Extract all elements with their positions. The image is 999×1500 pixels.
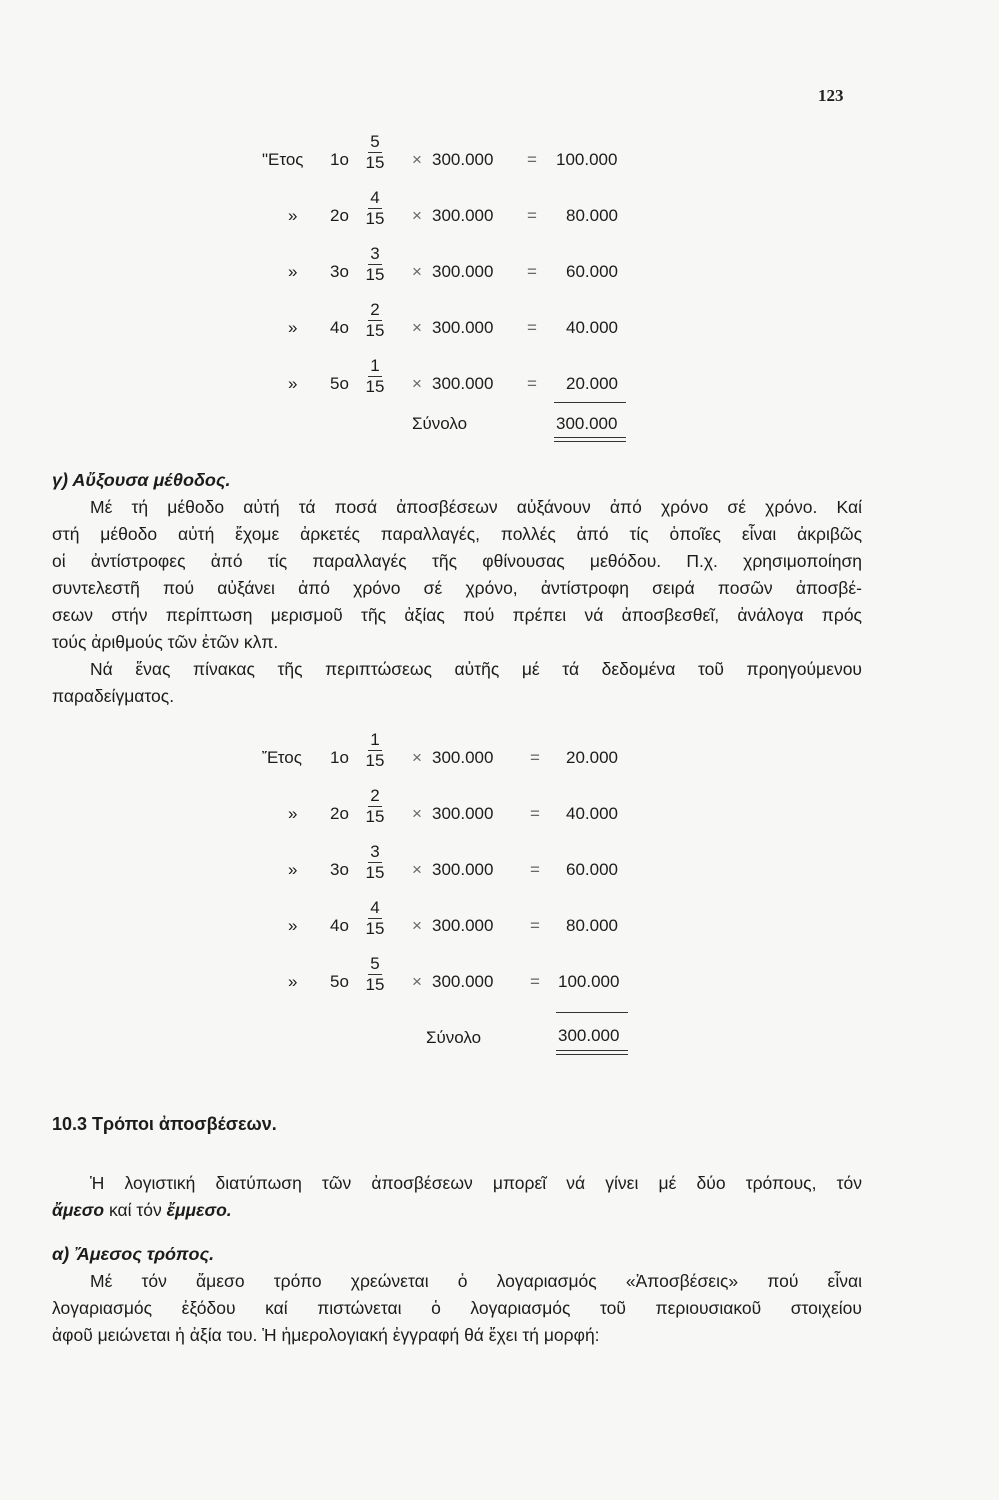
fraction-denominator: 15 [365,975,385,994]
table-row [0,132,999,204]
base-amount: 300.000 [432,804,494,823]
fraction-denominator: 15 [365,807,385,826]
ditto-mark: » [288,262,298,281]
fraction-numerator: 4 [370,188,380,207]
section-heading-increasing-method: γ) Αὔξουσα μέθοδος. [52,470,231,490]
term-direct: ἄμεσο [52,1200,105,1220]
fraction-denominator: 15 [365,153,385,172]
fraction-denominator: 15 [365,377,385,396]
equals-sign: = [527,262,537,281]
equals-sign: = [530,860,540,879]
times-sign: × [412,916,422,935]
times-sign: × [412,860,422,879]
fraction-numerator: 2 [370,300,380,319]
result-amount: 60.000 [566,860,618,879]
fraction [360,188,390,229]
text-line: σεων στήν περίπτωση μερισμοῦ τῆς ἀξίας πού πρέπει νά ἀποσβεσθεῖ, ἀνάλογα πρός [52,605,862,625]
paragraph-depreciation-ways [52,1170,862,1224]
total-value: 300.000 [556,414,618,433]
times-sign: × [412,972,422,991]
ditto-mark: » [288,916,298,935]
times-sign: × [412,206,422,225]
fraction-numerator: 1 [370,356,380,375]
result-amount: 20.000 [566,748,618,767]
total-label: Σύνολο [426,1028,482,1047]
text-line: Μέ τή μέθοδο αὐτή τά ποσά ἀποσβέσεων αὐξάνουν ἀπό χρόνο σέ χρόνο. Καί [90,497,862,517]
equals-sign: = [527,206,537,225]
total-double-rule [554,437,626,442]
fraction-denominator: 15 [365,265,385,284]
total-value: 300.000 [558,1026,620,1045]
term-indirect: ἔμμεσο. [166,1200,232,1220]
ditto-mark: » [288,206,298,225]
text-line: συντελεστῆ πού αὐξάνει ἀπό χρόνο σέ χρόνο, ἀντίστροφη σειρά ποσῶν ἀποσβέ- [52,578,862,598]
fraction-denominator: 15 [365,209,385,228]
ditto-mark: » [288,374,298,393]
fraction [360,786,390,827]
fraction [360,132,390,173]
text-line: ἀφοῦ μειώνεται ἡ ἀξία του. Ἡ ἡμερολογιακή ἐγγραφή θά ἔχει τή μορφή: [52,1325,600,1345]
equals-sign: = [530,748,540,767]
fraction-denominator: 15 [365,751,385,770]
fraction [360,244,390,285]
paragraph-increasing-method [52,494,862,710]
text-line: λογαριασμός ἐξόδου καί πιστώνεται ὁ λογαριασμός τοῦ περιουσιακοῦ στοιχείου [52,1298,862,1318]
fraction [360,730,390,771]
year-ordinal: 2ο [330,804,349,823]
paragraph-direct-method [52,1268,862,1349]
equals-sign: = [530,804,540,823]
fraction-numerator: 1 [370,730,380,749]
equals-sign: = [527,150,537,169]
year-ordinal: 3ο [330,262,349,281]
total-label: Σύνολο [412,414,468,433]
equals-sign: = [530,972,540,991]
fraction-numerator: 4 [370,898,380,917]
year-ordinal: 5ο [330,374,349,393]
fraction [360,898,390,939]
fraction-numerator: 3 [370,244,380,263]
times-sign: × [412,748,422,767]
year-ordinal: 1ο [330,150,349,169]
fraction [360,356,390,397]
table-row [0,300,999,372]
year-ordinal: 4ο [330,318,349,337]
times-sign: × [412,374,422,393]
equals-sign: = [527,318,537,337]
result-amount: 20.000 [566,374,618,393]
text-line: Μέ τόν ἄμεσο τρόπο χρεώνεται ὁ λογαριασμός «Ἀποσβέσεις» πού εἶναι [90,1271,862,1291]
sub-heading-direct-method: α) Ἄμεσος τρόπος. [52,1244,215,1264]
table-row [0,954,999,1026]
fraction [360,842,390,883]
times-sign: × [412,262,422,281]
base-amount: 300.000 [432,150,494,169]
year-ordinal: 2ο [330,206,349,225]
result-amount: 80.000 [566,916,618,935]
base-amount: 300.000 [432,748,494,767]
text-line: τούς ἀριθμούς τῶν ἐτῶν κλπ. [52,632,279,652]
section-heading-10-3: 10.3 Τρόποι ἀποσβέσεων. [52,1114,277,1134]
table-row [0,244,999,316]
result-amount: 60.000 [566,262,618,281]
page-number: 123 [818,86,844,105]
base-amount: 300.000 [432,860,494,879]
fraction-numerator: 5 [370,132,380,151]
table-row [0,842,999,914]
sum-rule [554,402,626,403]
table-row [0,188,999,260]
ditto-mark: » [288,972,298,991]
base-amount: 300.000 [432,262,494,281]
text-line: Ἡ λογιστική διατύπωση τῶν ἀποσβέσεων μπορεῖ νά γίνει μέ δύο τρόπους, τόν [90,1173,862,1193]
text-line: στή μέθοδο αὐτή ἔχομε ἀρκετές παραλλαγές, πολλές ἀπό τίς ὁποῖες εἶναι ἀκριβῶς [52,524,862,544]
times-sign: × [412,804,422,823]
table-row [0,786,999,858]
fraction [360,954,390,995]
text-line: οἱ ἀντίστροφες ἀπό τίς παραλλαγές τῆς φθίνουσας μεθόδου. Π.χ. χρησιμοποίηση [52,551,862,571]
fraction-numerator: 3 [370,842,380,861]
result-amount: 100.000 [558,972,620,991]
fraction-denominator: 15 [365,863,385,882]
times-sign: × [412,150,422,169]
table-row [0,730,999,802]
base-amount: 300.000 [432,206,494,225]
text-line [52,1197,862,1224]
table-row [0,356,999,428]
total-double-rule [556,1050,628,1055]
equals-sign: = [530,916,540,935]
base-amount: 300.000 [432,318,494,337]
fraction [360,300,390,341]
base-amount: 300.000 [432,374,494,393]
year-ordinal: 5ο [330,972,349,991]
text-line: Νά ἕνας πίνακας τῆς περιπτώσεως αὐτῆς μέ τά δεδομένα τοῦ προηγούμενου [90,659,862,679]
year-ordinal: 4ο [330,916,349,935]
result-amount: 40.000 [566,804,618,823]
table-row [0,898,999,970]
text-line: παραδείγματος. [52,686,175,706]
conjunction-text: καί τόν [104,1200,167,1220]
fraction-numerator: 2 [370,786,380,805]
year-ordinal: 1ο [330,748,349,767]
times-sign: × [412,318,422,337]
fraction-denominator: 15 [365,919,385,938]
base-amount: 300.000 [432,916,494,935]
sum-rule [556,1012,628,1013]
base-amount: 300.000 [432,972,494,991]
year-label: Ἔτος [262,748,302,767]
result-amount: 40.000 [566,318,618,337]
result-amount: 80.000 [566,206,618,225]
ditto-mark: » [288,318,298,337]
fraction-denominator: 15 [365,321,385,340]
ditto-mark: » [288,860,298,879]
result-amount: 100.000 [556,150,618,169]
ditto-mark: » [288,804,298,823]
year-ordinal: 3ο [330,860,349,879]
equals-sign: = [527,374,537,393]
year-label: "Ετος [262,150,304,169]
fraction-numerator: 5 [370,954,380,973]
